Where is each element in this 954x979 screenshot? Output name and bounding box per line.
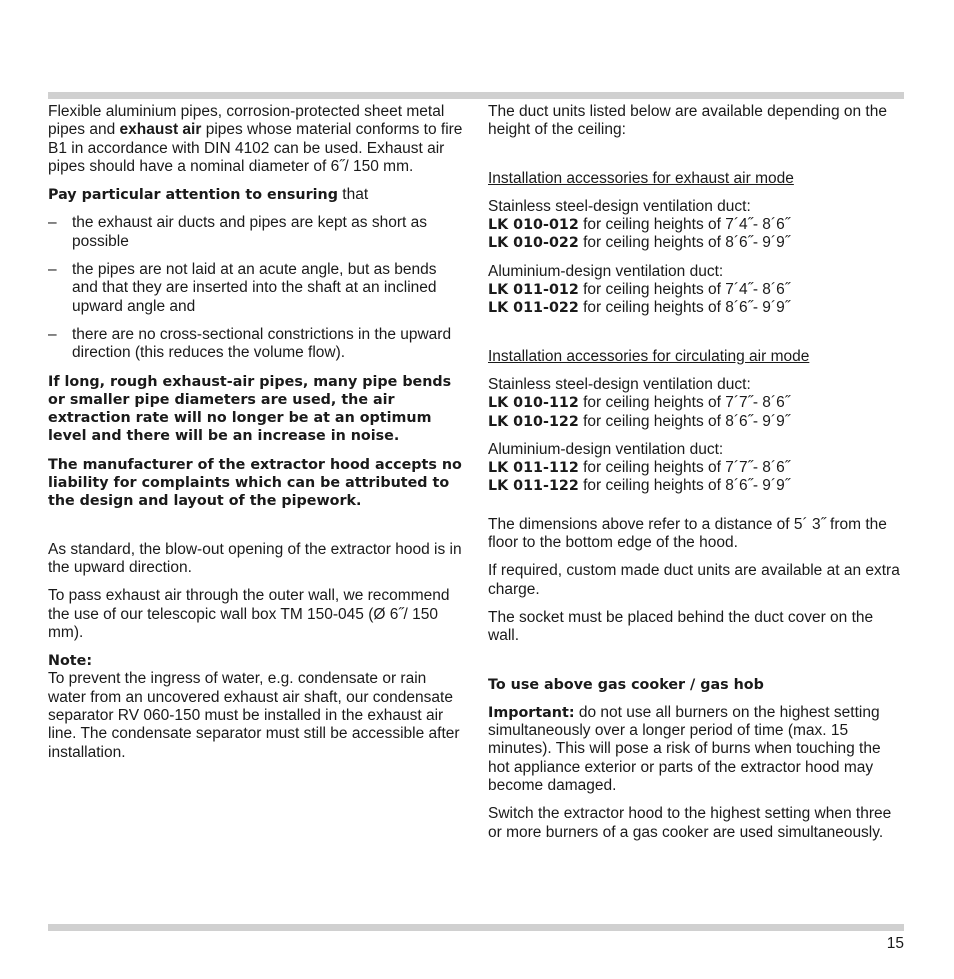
socket-paragraph: The socket must be placed behind the duct cover on the wall. (488, 608, 874, 645)
wallbox-paragraph: To pass exhaust air through the outer wall, we recommend the use of our telescopic wall box TM 150-045 (Ø 6˝/ 150 mm). (48, 587, 450, 641)
exhaust-heading: Installation accessories for exhaust air mode (488, 169, 794, 187)
list-item: – the exhaust air ducts and pipes are kept as short as possible (48, 214, 427, 250)
important-label: Important: (488, 704, 575, 721)
warning-paragraph-1: If long, rough exhaust-air pipes, many pipe bends or smaller pipe diameters are used, the air extraction rate will no longer be at an optimum level and there will be an increase in noise. (48, 373, 452, 445)
switch-paragraph: Switch the extractor hood to the highest setting when three or more burners of a gas cooker are used simultaneously. (488, 805, 892, 841)
circulating-group-aluminium: Aluminium-design ventilation duct: LK 011-112 for ceiling heights of 7´7˝- 8´6˝ LK 011-122 for ceiling heights of 8´6˝- 9´9˝ (488, 440, 790, 495)
attention-paragraph: Pay particular attention to ensuring that (48, 186, 369, 204)
bottom-rule (48, 924, 904, 931)
important-paragraph: Important: do not use all burners on the highest setting simultaneously over a longer period of time (max. 15 minutes). This will pose a risk of burns when touching the hot appliance exterior or parts of the extractor hood may become damaged. (488, 703, 881, 795)
note-paragraph: Note: To prevent the ingress of water, e.g. condensate or rain water from an uncovered exhaust air shaft, our condensate separator RV 060-150 must be installed in the exhaust air line. The condensate separator must still be accessible after installation. (48, 653, 460, 761)
attention-list (48, 214, 464, 362)
page-number: 15 (886, 935, 904, 952)
left-column (48, 103, 464, 772)
custom-paragraph: If required, custom made duct units are available at an extra charge. (488, 562, 900, 598)
list-item: – there are no cross-sectional constrictions in the upward direction (this reduces the volume flow). (48, 325, 452, 362)
list-item: – the pipes are not laid at an acute angle, but as bends and that they are inserted into the shaft at an inclined upward angle and (48, 261, 437, 315)
intro-paragraph: Flexible aluminium pipes, corrosion-protected sheet metal pipes and exhaust air pipes whose material conforms to fire B1 in accordance with DIN 4102 can be used. Exhaust air pipes should have a nominal diameter of 6˝/ 150 mm. (48, 103, 463, 175)
note-label: Note: (48, 653, 93, 670)
right-column (488, 103, 906, 852)
duct-intro-paragraph: The duct units listed below are available depending on the height of the ceiling: (488, 103, 887, 139)
circulating-heading: Installation accessories for circulating air mode (488, 347, 810, 365)
exhaust-group-aluminium: Aluminium-design ventilation duct: LK 011-012 for ceiling heights of 7´4˝- 8´6˝ LK 011-022 for ceiling heights of 8´6˝- 9´9˝ (488, 262, 790, 317)
gas-heading: To use above gas cooker / gas hob (488, 676, 764, 693)
exhaust-group-steel: Stainless steel-design ventilation duct: LK 010-012 for ceiling heights of 7´4˝- 8´6˝ LK 010-022 for ceiling heights of 8´6˝- 9´9˝ (488, 197, 790, 252)
standard-paragraph: As standard, the blow-out opening of the extractor hood is in the upward direction. (48, 540, 462, 576)
top-rule (48, 92, 904, 99)
circulating-group-steel: Stainless steel-design ventilation duct: LK 010-112 for ceiling heights of 7´7˝- 8´6˝ LK 010-122 for ceiling heights of 8´6˝- 9´9˝ (488, 375, 790, 430)
dimensions-paragraph: The dimensions above refer to a distance of 5´ 3˝ from the floor to the bottom edge of the hood. (488, 515, 887, 552)
warning-paragraph-2: The manufacturer of the extractor hood accepts no liability for complaints which can be attributed to the design and layout of the pipework. (48, 456, 462, 510)
